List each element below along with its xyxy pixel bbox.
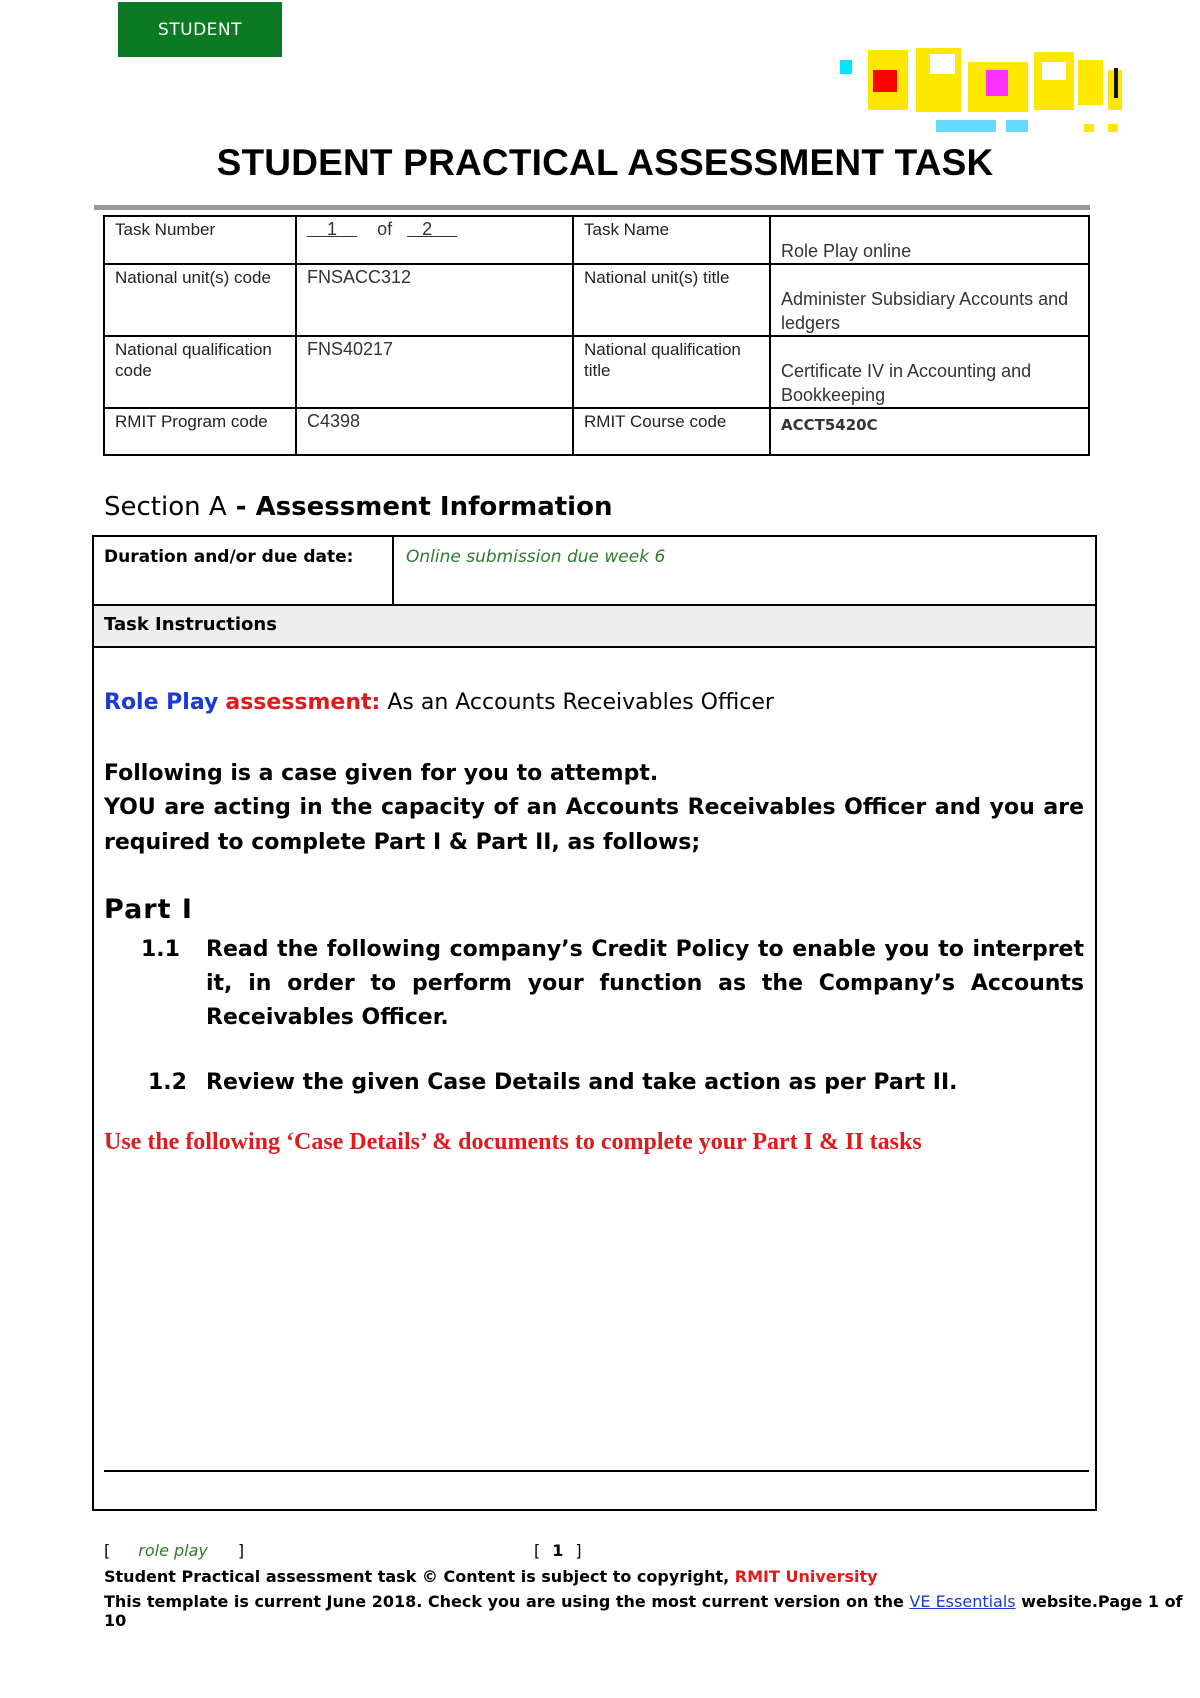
due-date-label: Duration and/or due date:: [104, 547, 354, 567]
footer-template-note: This template is current June 2018. Check you are using the most current version on the VE Essentials website.Page 1 of 10: [104, 1592, 1183, 1630]
section-a-heading: Section A - Assessment Information: [104, 492, 613, 522]
task-name-label: Task Name: [573, 216, 770, 264]
task-info-table: [103, 215, 1090, 456]
qual-code-value: FNS40217: [296, 336, 573, 408]
unit-code-label: National unit(s) code: [104, 264, 296, 336]
role-play-line: Role Play assessment: As an Accounts Receivables Officer: [104, 690, 774, 715]
page-title: STUDENT PRACTICAL ASSESSMENT TASK: [216, 142, 994, 183]
footer-line-1: [104, 1541, 1004, 1565]
student-badge: STUDENT: [118, 2, 282, 57]
task-number-value: 1 of 2: [296, 216, 573, 264]
program-code-value: C4398: [296, 408, 573, 455]
unit-code-value: FNSACC312: [296, 264, 573, 336]
rmit-logo-icon: [838, 40, 1138, 140]
task-name-value: Role Play online: [770, 216, 1089, 264]
qual-title-label: National qualification title: [573, 336, 770, 408]
course-code-label: RMIT Course code: [573, 408, 770, 455]
task-number-label: Task Number: [104, 216, 296, 264]
due-date-row: [94, 537, 1095, 606]
assessment-box: Duration and/or due date: Online submission due week 6 Task Instructions Role Play assessment: As an Accounts Receivables Officer Following is a case given for you to attempt. YOU are acting in the capacity of an Accounts Receivables Officer and you are required to complete Part I & Part II, as follows; Part I 1.1 Read the following company’s Credit Policy to enable you to interpret it, in order to perform your function as the Company’s Accounts Receivables Officer. 1.2 Review the given Case Details and take action as per Part II. Use the following ‘Case Details’ & documents to complete your Part I & II tasks: [92, 535, 1097, 1511]
due-date-value: Online submission due week 6: [406, 547, 666, 567]
footer-copyright: Student Practical assessment task © Content is subject to copyright, RMIT University: [104, 1567, 878, 1586]
ve-essentials-link[interactable]: VE Essentials: [909, 1592, 1016, 1611]
due-divider: [392, 537, 394, 604]
program-code-label: RMIT Program code: [104, 408, 296, 455]
course-code-value: ACCT5420C: [770, 408, 1089, 455]
footer-page-number: [ 1 ]: [534, 1541, 582, 1560]
inner-divider: [104, 1470, 1089, 1472]
qual-title-value: Certificate IV in Accounting and Bookkeeping: [770, 336, 1089, 408]
title-divider: [94, 205, 1090, 210]
case-details-instruction: Use the following ‘Case Details’ & documents to complete your Part I & II tasks: [104, 1129, 922, 1155]
unit-title-value: Administer Subsidiary Accounts and ledgers: [770, 264, 1089, 336]
qual-code-label: National qualification code: [104, 336, 296, 408]
case-intro: Following is a case given for you to attempt.: [104, 761, 659, 786]
footer-task-type: [ role play ]: [104, 1541, 245, 1560]
task-instructions-label: Task Instructions: [104, 614, 277, 635]
unit-title-label: National unit(s) title: [573, 264, 770, 336]
capacity-paragraph: YOU are acting in the capacity of an Accounts Receivables Officer and you are required to complete Part I & Part II, as follows;: [104, 795, 1084, 855]
part-one-heading: Part I: [104, 894, 193, 925]
task-instructions-row: [94, 606, 1095, 648]
